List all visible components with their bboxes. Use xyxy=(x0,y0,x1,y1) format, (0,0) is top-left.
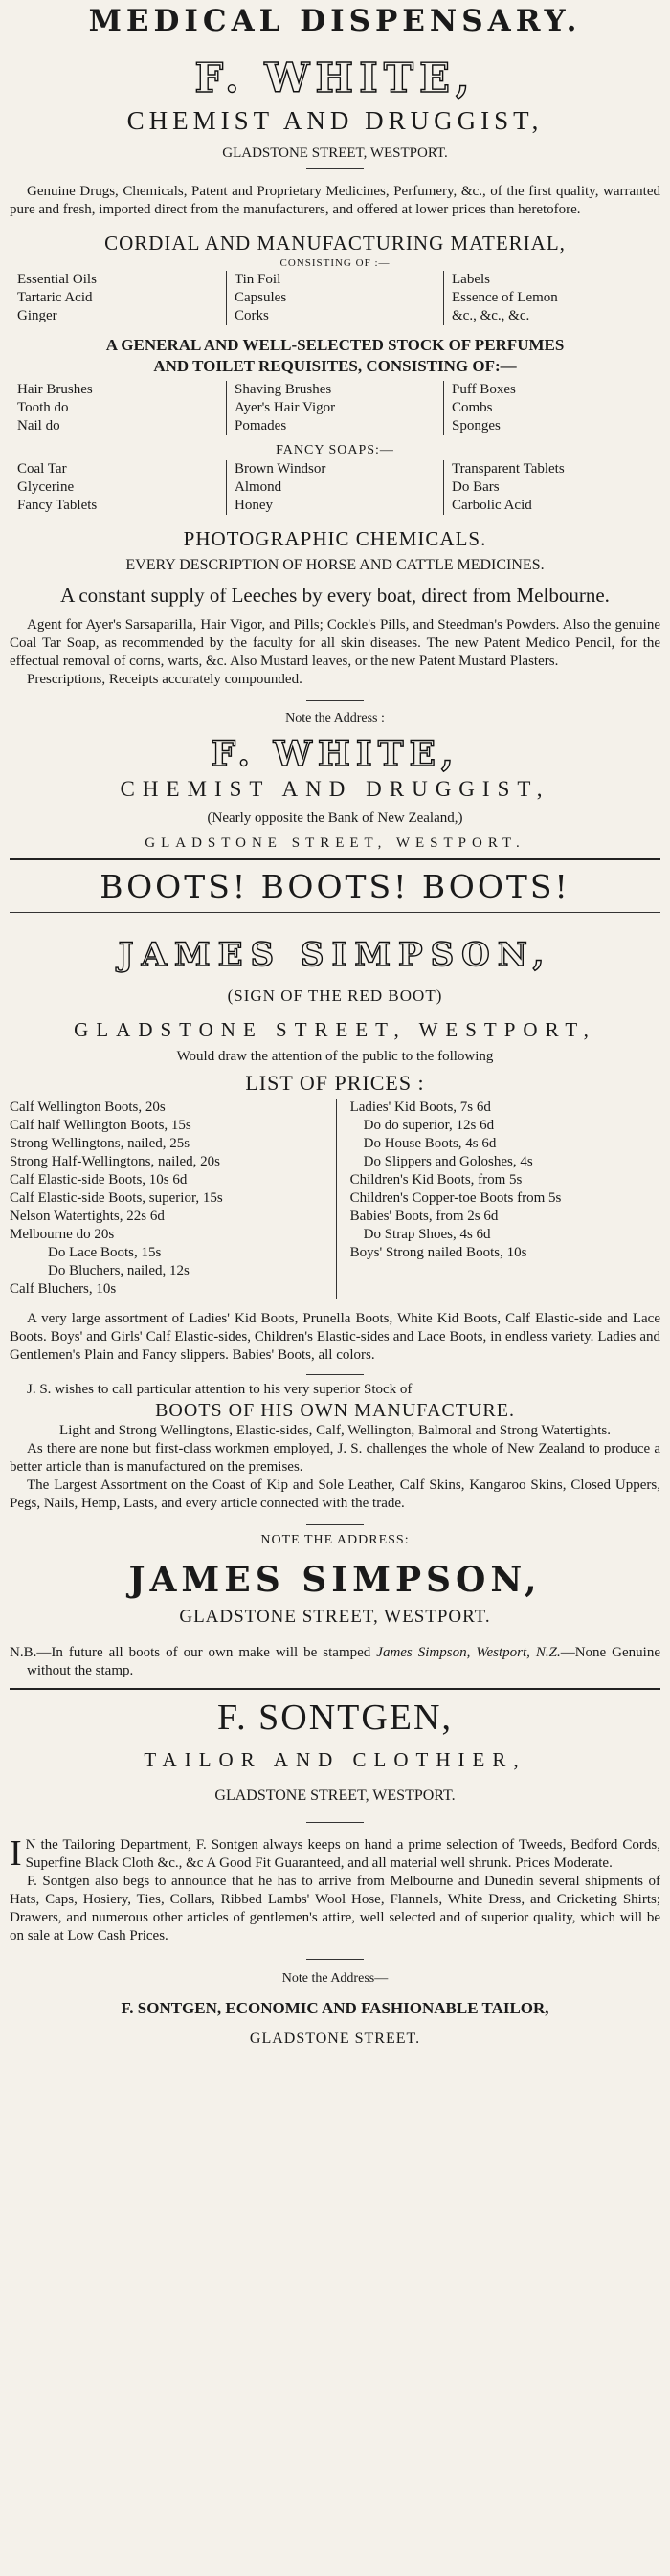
red-boot-sign: (SIGN OF THE RED BOOT) xyxy=(227,987,443,1005)
toilet-col-2 xyxy=(226,381,443,435)
price-item: Ladies' Kid Boots, 7s 6d xyxy=(349,1099,491,1115)
price-col-men xyxy=(10,1099,336,1299)
soap-col-2 xyxy=(226,460,443,515)
agent-paragraph: Agent for Ayer's Sarsaparilla, Hair Vigor, and Pills; Cockle's Pills, and Steedman's Powders. Also the genuine Coal Tar Soap, as recommended by the faculty for all skin diseases. The new Patent Medico Pencil, for the effectual removal of corns, warts, &c. Also Mustard leaves, or the new Patent Mustard Plasters. xyxy=(10,617,660,669)
prices-heading: LIST OF PRICES : xyxy=(245,1071,425,1095)
dispensary-intro: Genuine Drugs, Chemicals, Patent and Proprietary Medicines, Perfumery, &c., of the first quality, warranted pure and fresh, imported direct from the manufacturers, and offered at lower prices than heretofore. xyxy=(10,184,660,217)
note-the-address: Note the Address : xyxy=(285,711,385,725)
list-item: Shaving Brushes xyxy=(234,382,332,397)
list-item: Tin Foil xyxy=(234,272,281,287)
price-item: Do do superior, 12s 6d xyxy=(363,1118,495,1133)
list-item: Transparent Tablets xyxy=(452,461,565,477)
toilet-heading-2: AND TOILET REQUISITES, CONSISTING OF:— xyxy=(153,357,517,375)
tailoring-paragraph xyxy=(10,1833,660,1874)
boots-attention: Would draw the attention of the public to the following xyxy=(176,1049,494,1064)
list-item: Sponges xyxy=(452,418,501,433)
price-item: Children's Kid Boots, from 5s xyxy=(349,1172,523,1188)
tailor-closing-line: F. SONTGEN, ECONOMIC AND FASHIONABLE TAILOR, xyxy=(121,1999,549,2017)
list-item: Glycerine xyxy=(17,479,75,495)
price-item: Do Strap Shoes, 4s 6d xyxy=(363,1227,491,1242)
list-item: Ginger xyxy=(17,308,57,323)
rule xyxy=(306,1524,364,1525)
cordial-col-3 xyxy=(443,271,660,325)
list-item: Do Bars xyxy=(452,479,500,495)
boots-street-2: GLADSTONE STREET, WESTPORT. xyxy=(179,1607,491,1627)
dispensary-trade: CHEMIST AND DRUGGIST, xyxy=(126,106,544,135)
nb-suffix: —None Genuine without the stamp. xyxy=(27,1645,660,1678)
workmen-paragraph: As there are none but first-class workmen employed, J. S. challenges the whole of New Zealand to produce a better article than is manufactured on the premises. xyxy=(10,1441,660,1475)
light-strong-paragraph: Light and Strong Wellingtons, Elastic-sides, Calf, Wellington, Balmoral and Strong Watertights. xyxy=(59,1423,611,1438)
divider xyxy=(10,912,660,913)
rule xyxy=(306,168,364,169)
list-item: Puff Boxes xyxy=(452,382,516,397)
rule xyxy=(306,700,364,701)
wishes-paragraph: J. S. wishes to call particular attention to his very superior Stock of xyxy=(27,1382,413,1397)
price-item: Boys' Strong nailed Boots, 10s xyxy=(349,1245,527,1260)
price-item: Do Bluchers, nailed, 12s xyxy=(48,1263,190,1278)
price-col-ladies xyxy=(336,1099,660,1299)
list-item: Ayer's Hair Vigor xyxy=(234,400,336,415)
price-item: Calf Elastic-side Boots, 10s 6d xyxy=(10,1172,188,1188)
divider xyxy=(10,1688,660,1690)
horse-cattle-heading: EVERY DESCRIPTION OF HORSE AND CATTLE MEDICINES. xyxy=(125,557,545,573)
price-item: Do Slippers and Goloshes, 4s xyxy=(363,1154,533,1169)
dispensary-masthead: MEDICAL DISPENSARY. xyxy=(88,4,582,38)
leeches-notice: A constant supply of Leeches by every boat, direct from Melbourne. xyxy=(60,584,610,607)
price-item: Do Lace Boots, 15s xyxy=(48,1245,162,1260)
opposite-bank: (Nearly opposite the Bank of New Zealand,) xyxy=(207,811,463,826)
price-item: Calf Elastic-side Boots, superior, 15s xyxy=(10,1190,223,1206)
nb-prefix: N.B.—In future all boots of our own make will be stamped xyxy=(10,1645,377,1660)
soap-col-3 xyxy=(443,460,660,515)
nb-stamp-notice xyxy=(10,1644,660,1680)
toilet-heading-1: A GENERAL AND WELL-SELECTED STOCK OF PERFUMES xyxy=(105,336,565,354)
list-item: Essential Oils xyxy=(17,272,97,287)
list-item: Carbolic Acid xyxy=(452,498,532,513)
tailor-street-2: GLADSTONE STREET. xyxy=(249,2031,421,2047)
list-item: Fancy Tablets xyxy=(17,498,98,513)
assortment-paragraph: A very large assortment of Ladies' Kid Boots, Prunella Boots, White Kid Boots, Calf Elastic-side and Lace Boots. Boys' and Girls' Calf Elastic-sides, Children's Elastic-sides and Lace Boots, in endless variety. Ladies and Gentlemen's Plain and Fancy slippers. Babies' Boots, all colors. xyxy=(10,1311,660,1363)
list-item: Essence of Lemon xyxy=(452,290,558,305)
price-item: Do House Boots, 4s 6d xyxy=(363,1136,497,1151)
price-item: Calf Bluchers, 10s xyxy=(10,1281,117,1297)
dispensary-street-2: GLADSTONE STREET, WESTPORT. xyxy=(145,835,525,851)
nb-stamp-text: James Simpson, Westport, N.Z. xyxy=(376,1645,561,1660)
price-list xyxy=(10,1099,660,1299)
boots-proprietor-name-2: JAMES SIMPSON, xyxy=(128,1560,542,1600)
dispensary-advert xyxy=(10,4,660,853)
list-item: Pomades xyxy=(234,418,287,433)
boots-advert xyxy=(10,866,660,1680)
cordial-col-2 xyxy=(226,271,443,325)
boots-note-address: NOTE THE ADDRESS: xyxy=(260,1533,410,1547)
dispensary-proprietor-name: F. WHITE, xyxy=(194,55,476,101)
list-item: Tooth do xyxy=(17,400,69,415)
price-item: Babies' Boots, from 2s 6d xyxy=(349,1209,499,1224)
list-item: Hair Brushes xyxy=(17,382,93,397)
price-item: Melbourne do 20s xyxy=(10,1227,115,1242)
tailor-trade: TAILOR AND CLOTHIER, xyxy=(144,1748,526,1771)
prescriptions-note: Prescriptions, Receipts accurately compounded. xyxy=(27,672,302,687)
own-manufacture-heading: BOOTS OF HIS OWN MANUFACTURE. xyxy=(155,1400,515,1421)
tailoring-text: N the Tailoring Department, F. Sontgen always keeps on hand a prime selection of Tweeds, Bedford Cords, Superfine Black Cloth &c., &c A Good Fit Guaranteed, and all material well shrunk. Prices Moderate. xyxy=(25,1837,660,1871)
price-item: Children's Copper-toe Boots from 5s xyxy=(349,1190,562,1206)
list-item: Combs xyxy=(452,400,493,415)
tailor-proprietor-name: F. SONTGEN, xyxy=(217,1698,453,1738)
rule xyxy=(306,1374,364,1375)
list-item: Honey xyxy=(234,498,273,513)
list-item: Labels xyxy=(452,272,490,287)
list-item: Coal Tar xyxy=(17,461,67,477)
soap-list xyxy=(10,460,660,515)
boots-masthead: BOOTS! BOOTS! BOOTS! xyxy=(100,868,570,905)
tailor-advert xyxy=(10,1696,660,2050)
list-item: Capsules xyxy=(234,290,287,305)
largest-assortment-paragraph: The Largest Assortment on the Coast of Kip and Sole Leather, Calf Skins, Kangaroo Skins, Closed Uppers, Pegs, Nails, Hemp, Lasts, and every article connected with the trade. xyxy=(10,1477,660,1511)
toilet-col-1 xyxy=(10,381,226,435)
toilet-list xyxy=(10,381,660,435)
cordial-heading: CORDIAL AND MANUFACTURING MATERIAL, xyxy=(104,232,566,255)
list-item: Almond xyxy=(234,479,282,495)
rule xyxy=(306,1822,364,1823)
price-item: Strong Wellingtons, nailed, 25s xyxy=(10,1136,190,1151)
list-item: Corks xyxy=(234,308,269,323)
list-item: Brown Windsor xyxy=(234,461,326,477)
price-item: Nelson Watertights, 22s 6d xyxy=(10,1209,165,1224)
dispensary-proprietor-name-2: F. WHITE, xyxy=(211,734,459,774)
divider xyxy=(10,858,660,860)
cordial-col-1 xyxy=(10,271,226,325)
dispensary-street: GLADSTONE STREET, WESTPORT. xyxy=(222,145,448,161)
shipments-paragraph: F. Sontgen also begs to announce that he has to arrive from Melbourne and Dunedin several shipments of Hats, Caps, Hosiery, Ties, Collars, Ribbed Lambs' Wool Hose, Flannels, White Dress, and Cricketing Shirts; Drawers, and numerous other articles of gentlemen's attire, well selected and of superior quality, which will be on sale at Low Cash Prices. xyxy=(10,1874,660,1943)
price-item: Calf Wellington Boots, 20s xyxy=(10,1099,166,1115)
rule xyxy=(306,1959,364,1960)
consisting-of-label: CONSISTING OF :— xyxy=(279,257,391,269)
dispensary-trade-2: CHEMIST AND DRUGGIST, xyxy=(120,777,550,801)
drop-cap: I xyxy=(10,1833,22,1874)
boots-proprietor-name: JAMES SIMPSON, xyxy=(118,936,552,974)
list-item: Nail do xyxy=(17,418,60,433)
soaps-heading: FANCY SOAPS:— xyxy=(276,443,394,457)
list-item: Tartaric Acid xyxy=(17,290,93,305)
cordial-list xyxy=(10,271,660,325)
list-item: &c., &c., &c. xyxy=(452,308,530,323)
boots-street: GLADSTONE STREET, WESTPORT, xyxy=(74,1018,596,1041)
price-item: Calf half Wellington Boots, 15s xyxy=(10,1118,191,1133)
toilet-col-3 xyxy=(443,381,660,435)
soap-col-1 xyxy=(10,460,226,515)
tailor-street: GLADSTONE STREET, WESTPORT. xyxy=(214,1788,456,1804)
price-item: Strong Half-Wellingtons, nailed, 20s xyxy=(10,1154,221,1169)
photographic-heading: PHOTOGRAPHIC CHEMICALS. xyxy=(183,527,487,550)
tailor-note-address: Note the Address— xyxy=(281,1971,389,1986)
